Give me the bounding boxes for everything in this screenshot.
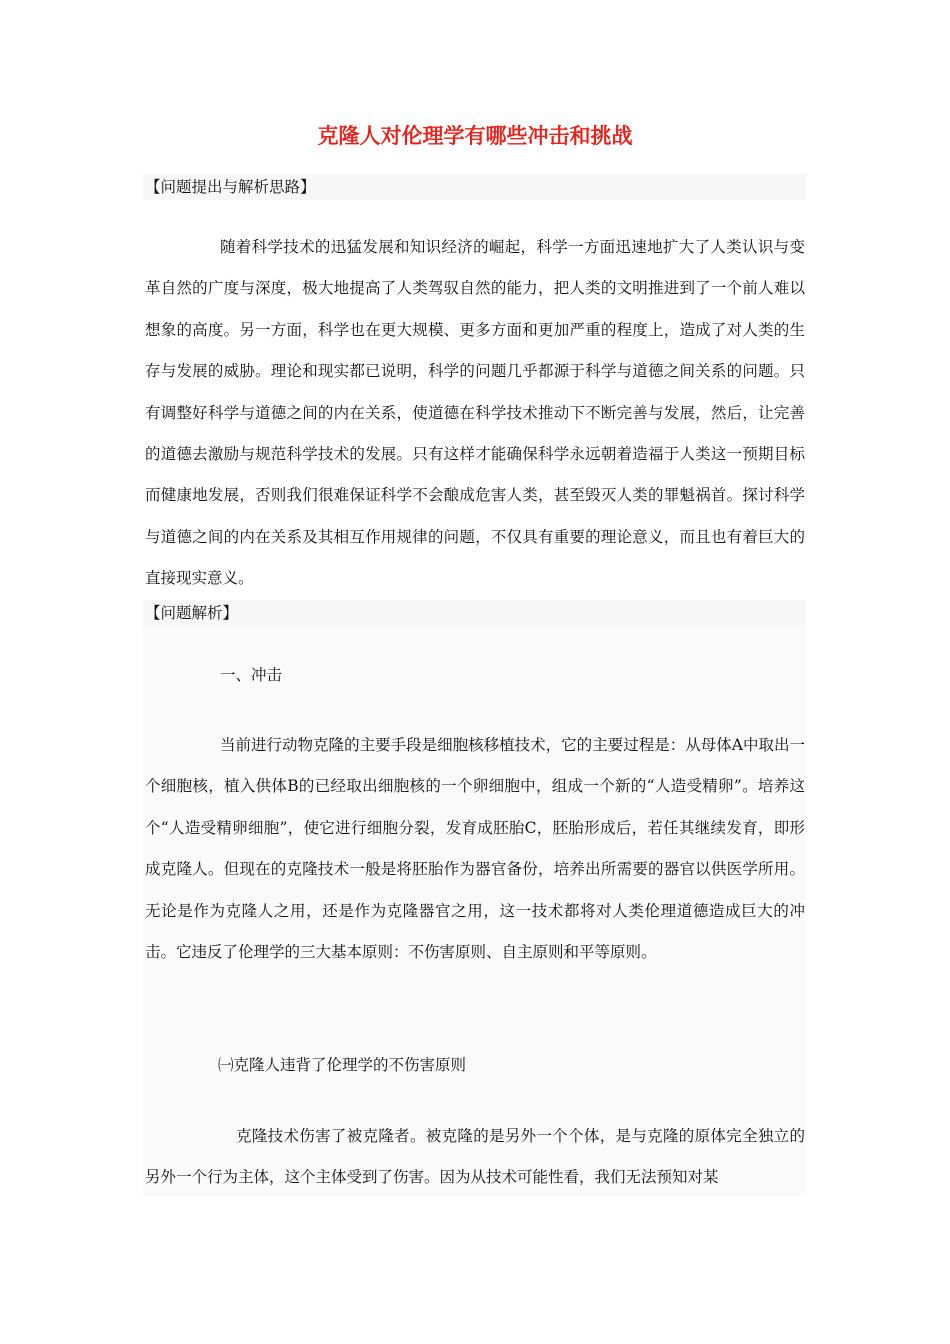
point-heading-no-harm: ㈠克隆人违背了伦理学的不伤害原则 xyxy=(218,1056,467,1074)
impact-paragraph: 当前进行动物克隆的主要手段是细胞核移植技术，它的主要过程是：从母体A中取出一个细胞核，植入供体B的已经取出细胞核的一个卵细胞中，组成一个新的“人造受精卵”。培养这个“人造受精卵细胞”，使它进行细胞分裂，发育成胚胎C，胚胎形成后，若任其继续发育，即形成克隆人。但现在的克隆技术一般是将胚胎作为器官备份，培养出所需要的器官以供医学所用。无论是作为克隆人之用，还是作为克隆器官之用，这一技术都将对人类伦理道德造成巨大的冲击。它违反了伦理学的三大基本原则：不伤害原则、自主原则和平等原则。 xyxy=(145,736,805,962)
no-harm-paragraph: 克隆技术伤害了被克隆者。被克隆的是另外一个个体，是与克隆的原体完全独立的另外一个行为主体，这个主体受到了伤害。因为从技术可能性看，我们无法预知对某 xyxy=(145,1127,805,1187)
section-heading-problem: 【问题提出与解析思路】 xyxy=(145,178,316,196)
section-heading-band xyxy=(143,600,806,626)
intro-paragraph: 随着科学技术的迅猛发展和知识经济的崛起，科学一方面迅速地扩大了人类认识与变革自然的广度与深度，极大地提高了人类驾驭自然的能力，把人类的文明推进到了一个前人难以想象的高度。另一方面，科学也在更大规模、更多方面和更加严重的程度上，造成了对人类的生存与发展的威胁。理论和现实都已说明，科学的问题几乎都源于科学与道德之间关系的问题。只有调整好科学与道德之间的内在关系，使道德在科学技术推动下不断完善与发展，然后，让完善的道德去激励与规范科学技术的发展。只有这样才能确保科学永远朝着造福于人类这一预期目标而健康地发展，否则我们很难保证科学不会酿成危害人类，甚至毁灭人类的罪魁祸首。探讨科学与道德之间的内在关系及其相互作用规律的问题，不仅具有重要的理论意义，而且也有着巨大的直接现实意义。 xyxy=(145,238,805,588)
document-title: 克隆人对伦理学有哪些冲击和挑战 xyxy=(317,124,633,148)
section-heading-analysis: 【问题解析】 xyxy=(145,604,239,622)
subsection-heading-impact: 一、冲击 xyxy=(220,666,283,684)
